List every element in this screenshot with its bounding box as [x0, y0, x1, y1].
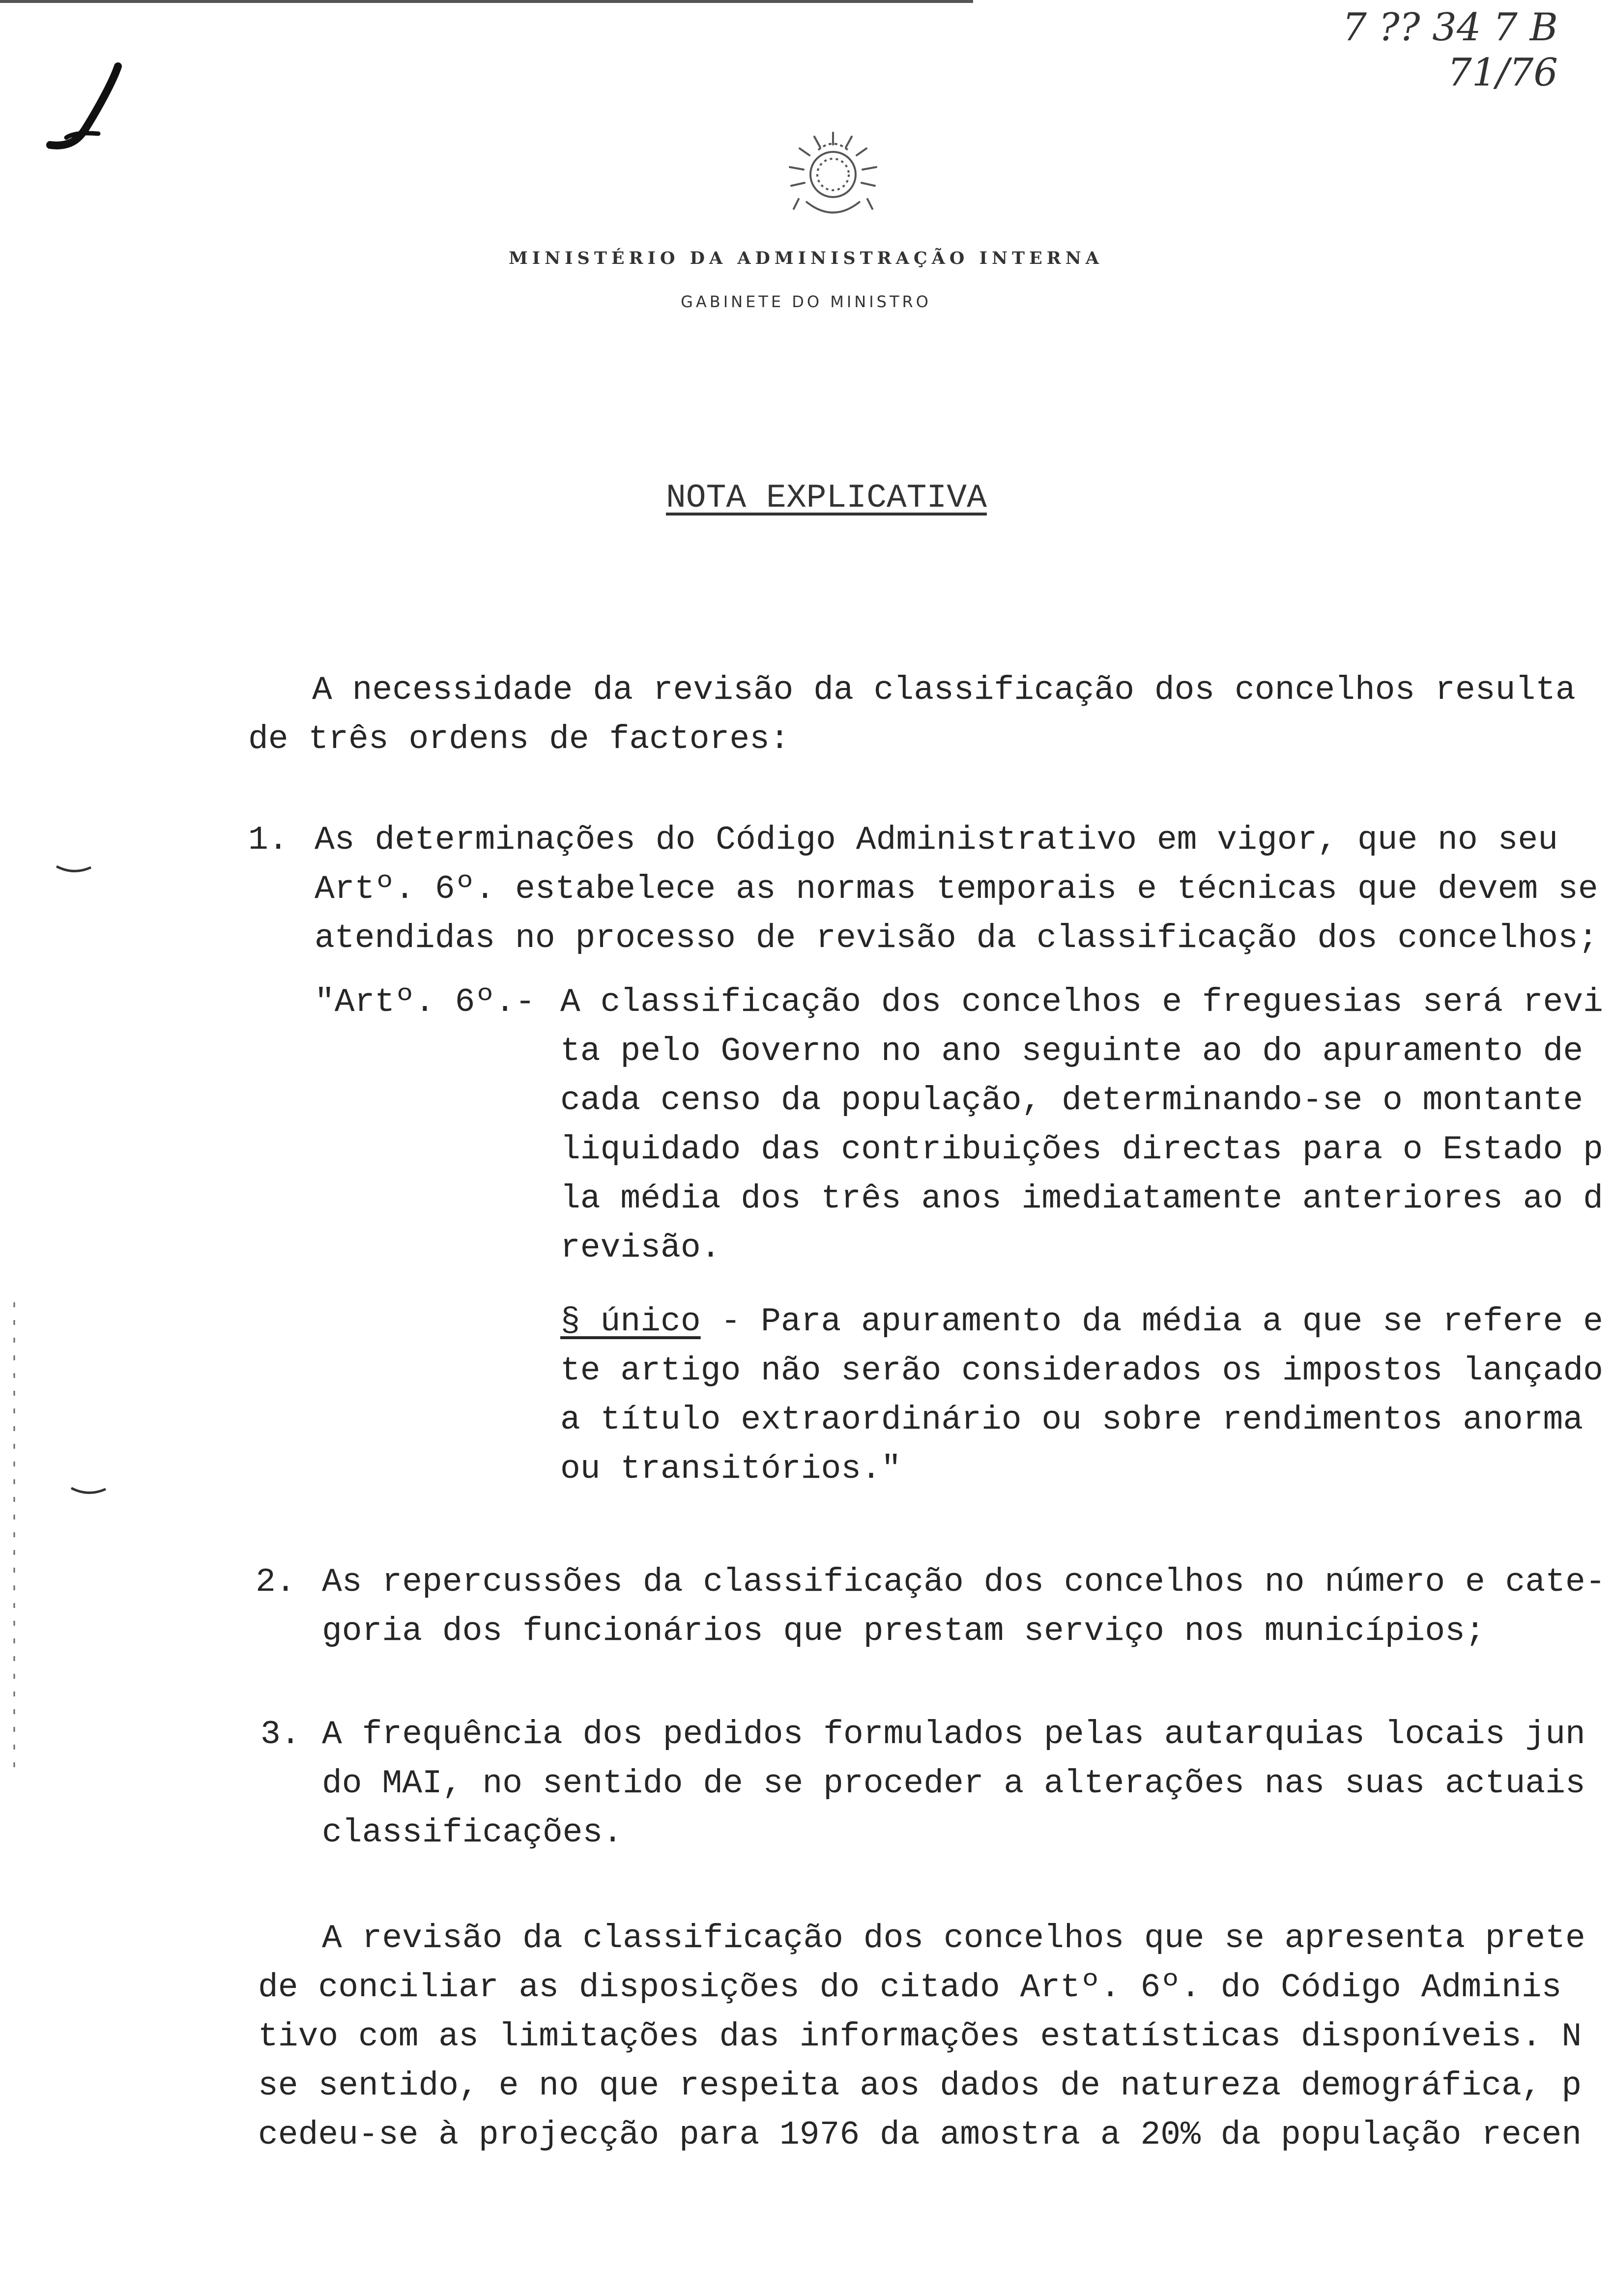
item-3-line-3: classificações.: [322, 1814, 623, 1852]
quote-line-3: cada censo da população, determinando-se o montante: [560, 1082, 1583, 1119]
margin-punch-mark-lower: [69, 1484, 108, 1499]
annotation-line-2: 71/76: [1447, 51, 1558, 95]
intro-line-1: A necessidade da revisão da classificação dos concelhos resulta: [312, 671, 1576, 709]
item-1-number: 1.: [248, 821, 288, 859]
handwritten-annotation: [1302, 5, 1558, 95]
item-1-line-2: Artº. 6º. estabelece as normas temporais e técnicas que devem se: [315, 870, 1598, 908]
annotation-line-1: 7 ?? 34 7 B: [1342, 5, 1558, 50]
intro-line-2: de três ordens de factores:: [248, 720, 790, 758]
quote-line-6: revisão.: [560, 1229, 721, 1267]
item-2-line-2: goria dos funcionários que prestam serviço nos municípios;: [322, 1612, 1485, 1650]
paragraph-line-3: a título extraordinário ou sobre rendimentos anorma: [560, 1401, 1583, 1439]
quote-line-2: ta pelo Governo no ano seguinte ao do apuramento de: [560, 1033, 1583, 1070]
item-3-line-2: do MAI, no sentido de se proceder a alterações nas suas actuais: [322, 1765, 1585, 1803]
quote-line-1: A classificação dos concelhos e freguesias será revi: [560, 983, 1603, 1021]
paragraph-first-line: - Para apuramento da média a que se refere e: [700, 1303, 1603, 1341]
handwritten-stroke-mark: [39, 59, 128, 157]
paragraph-sign-line-1: [560, 1297, 1603, 1347]
paragraph-unico-label: § único: [560, 1303, 701, 1341]
closing-line-5: cedeu-se à projecção para 1976 da amostra a 20% da população recen: [258, 2116, 1582, 2154]
quote-line-4: liquidado das contribuições directas para o Estado p: [560, 1131, 1603, 1169]
item-1-line-1: As determinações do Código Administrativo em vigor, que no seu: [315, 821, 1558, 859]
item-3-number: 3.: [260, 1716, 301, 1753]
item-2-number: 2.: [256, 1563, 296, 1601]
ministry-name: MINISTÉRIO DA ADMINISTRAÇÃO INTERNA: [509, 248, 1103, 268]
closing-line-2: de conciliar as disposições do citado Artº. 6º. do Código Adminis: [258, 1969, 1562, 2007]
coat-of-arms-crest: [759, 123, 907, 226]
cabinet-name: GABINETE DO MINISTRO: [681, 292, 931, 311]
left-edge-dashed-line: [12, 1302, 17, 1769]
closing-line-3: tivo com as limitações das informações estatísticas disponíveis. N: [258, 2018, 1582, 2056]
item-1-line-3: atendidas no processo de revisão da classificação dos concelhos;: [315, 919, 1598, 957]
margin-punch-mark-upper: [54, 862, 93, 877]
closing-line-1: A revisão da classificação dos concelhos que se apresenta prete: [322, 1920, 1585, 1957]
document-title: NOTA EXPLICATIVA: [666, 479, 987, 517]
item-2-line-1: As repercussões da classificação dos concelhos no número e cate-: [322, 1563, 1606, 1601]
paragraph-line-4: ou transitórios.": [560, 1450, 901, 1488]
quote-article-label: "Artº. 6º.-: [315, 983, 535, 1021]
paragraph-line-2: te artigo não serão considerados os impostos lançado: [560, 1352, 1603, 1390]
top-edge-rule: [0, 0, 973, 3]
item-3-line-1: A frequência dos pedidos formulados pelas autarquias locais jun: [322, 1716, 1585, 1753]
quote-line-5: la média dos três anos imediatamente anteriores ao d: [560, 1180, 1603, 1218]
closing-line-4: se sentido, e no que respeita aos dados de natureza demográfica, p: [258, 2067, 1582, 2105]
